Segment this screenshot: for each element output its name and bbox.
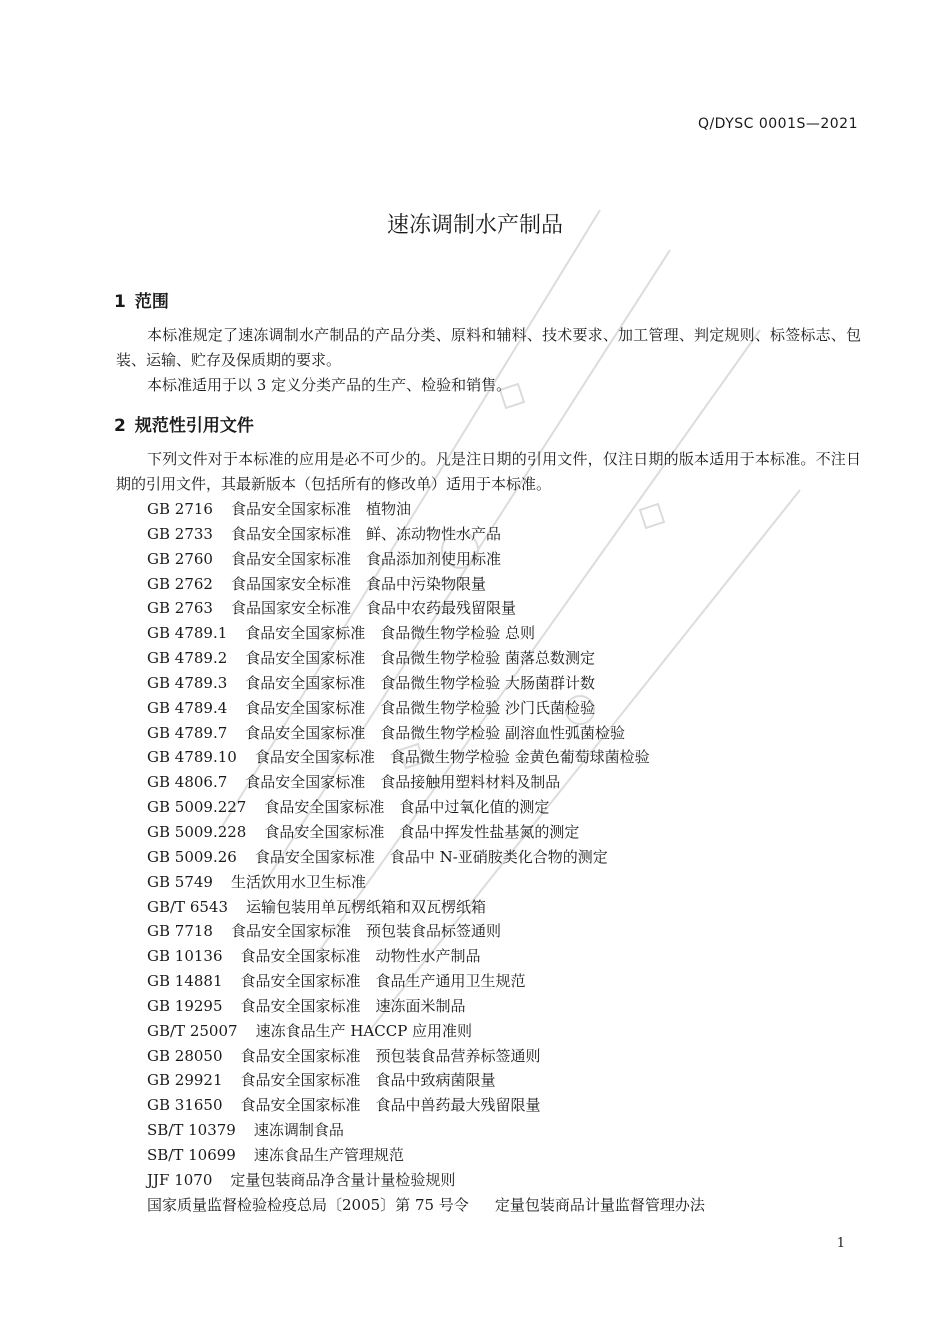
reference-title: 食品安全国家标准 食品微生物学检验 总则 (245, 624, 536, 643)
reference-item (147, 919, 705, 944)
reference-code: GB 4806.7 (147, 773, 228, 792)
reference-code: GB 4789.10 (147, 748, 237, 767)
reference-code: GB 5009.227 (147, 798, 247, 817)
reference-item (147, 845, 705, 870)
reference-title: 定量包装商品计量监督管理办法 (494, 1195, 705, 1214)
reference-item (147, 994, 705, 1019)
reference-title: 食品安全国家标准 食品微生物学检验 沙门氏菌检验 (245, 698, 596, 717)
reference-title: 速冻食品生产 HACCP 应用准则 (255, 1021, 473, 1040)
reference-code: GB 4789.2 (147, 649, 228, 668)
reference-code: GB 5009.228 (147, 822, 247, 841)
reference-title: 食品安全国家标准 食品生产通用卫生规范 (240, 972, 526, 991)
reference-code: GB 2760 (147, 549, 213, 568)
reference-title: 食品安全国家标准 预包装食品营养标签通则 (240, 1046, 541, 1065)
reference-item (147, 671, 705, 696)
reference-title: 食品安全国家标准 食品中过氧化值的测定 (264, 798, 550, 817)
reference-title: 食品安全国家标准 鲜、冻动物性水产品 (230, 524, 501, 543)
reference-item (147, 646, 705, 671)
reference-item (147, 1168, 705, 1193)
reference-code: GB 28050 (147, 1046, 223, 1065)
reference-item (147, 895, 705, 920)
reference-item (147, 944, 705, 969)
reference-item (147, 572, 705, 597)
reference-item (147, 497, 705, 522)
reference-code: GB 4789.1 (147, 624, 228, 643)
section-2-number: 2 (114, 416, 126, 436)
reference-title: 食品安全国家标准 食品接触用塑料材料及制品 (245, 773, 561, 792)
reference-code: GB 2733 (147, 524, 213, 543)
reference-title: 食品安全国家标准 食品中挥发性盐基氮的测定 (264, 822, 580, 841)
reference-code: GB 5749 (147, 872, 213, 891)
reference-code: GB 2763 (147, 599, 213, 618)
reference-item (147, 621, 705, 646)
reference-code: SB/T 10699 (147, 1145, 236, 1164)
reference-code: GB 4789.3 (147, 673, 228, 692)
reference-title: 食品国家安全标准 食品中农药最残留限量 (230, 599, 516, 618)
reference-title: 食品安全国家标准 食品添加剂使用标准 (230, 549, 501, 568)
reference-item (147, 1143, 705, 1168)
reference-title: 食品安全国家标准 食品中兽药最大残留限量 (240, 1096, 541, 1115)
reference-code: SB/T 10379 (147, 1121, 236, 1140)
reference-item (147, 870, 705, 895)
section-1-number: 1 (114, 292, 126, 312)
reference-item (147, 1068, 705, 1093)
reference-item (147, 1044, 705, 1069)
reference-title: 食品安全国家标准 食品中致病菌限量 (240, 1071, 496, 1090)
reference-title: 食品安全国家标准 食品微生物学检验 金黄色葡萄球菌检验 (254, 748, 650, 767)
standard-code: Q/DYSC 0001S—2021 (697, 116, 858, 132)
section-1-paragraph-1: 本标准规定了速冻调制水产制品的产品分类、原料和辅料、技术要求、加工管理、判定规则、标签标志、包装、运输、贮存及保质期的要求。 (116, 326, 861, 369)
reference-item (147, 547, 705, 572)
reference-item (147, 770, 705, 795)
reference-title: 食品安全国家标准 食品微生物学检验 副溶血性弧菌检验 (245, 723, 626, 742)
page-number: 1 (836, 1236, 845, 1251)
reference-title: 食品安全国家标准 速冻面米制品 (240, 996, 466, 1015)
reference-code: GB 4789.4 (147, 698, 228, 717)
reference-title: 食品安全国家标准 食品微生物学检验 菌落总数测定 (245, 649, 596, 668)
reference-item (147, 795, 705, 820)
reference-code: 国家质量监督检验检疫总局〔2005〕第 75 号令 (147, 1195, 469, 1214)
reference-title: 速冻食品生产管理规范 (253, 1145, 404, 1164)
reference-item (147, 1118, 705, 1143)
reference-item (147, 1193, 705, 1218)
section-2-heading (114, 411, 254, 436)
reference-list (147, 497, 705, 1217)
reference-code: GB 7718 (147, 922, 213, 941)
reference-code: GB/T 25007 (147, 1021, 238, 1040)
reference-code: JJF 1070 (147, 1170, 213, 1189)
section-1-title: 范围 (134, 292, 169, 312)
reference-title: 食品安全国家标准 植物油 (230, 500, 411, 518)
reference-item (147, 820, 705, 845)
section-2-title: 规范性引用文件 (134, 416, 254, 436)
reference-title: 食品国家安全标准 食品中污染物限量 (230, 574, 486, 593)
reference-code: GB/T 6543 (147, 897, 229, 916)
reference-item (147, 1019, 705, 1044)
reference-title: 定量包装商品净含量计量检验规则 (230, 1170, 456, 1189)
section-1-heading (114, 287, 169, 312)
reference-code: GB 10136 (147, 947, 223, 966)
reference-title: 食品安全国家标准 食品中 N-亚硝胺类化合物的测定 (254, 847, 608, 866)
document-title: 速冻调制水产制品 (386, 213, 563, 238)
reference-title: 运输包装用单瓦楞纸箱和双瓦楞纸箱 (246, 897, 487, 916)
reference-code: GB 4789.7 (147, 723, 228, 742)
reference-code: GB 2716 (147, 500, 213, 518)
section-1-paragraph-2: 本标准适用于以 3 定义分类产品的生产、检验和销售。 (147, 376, 512, 394)
reference-item (147, 745, 705, 770)
reference-item (147, 696, 705, 721)
reference-item (147, 969, 705, 994)
reference-item (147, 721, 705, 746)
reference-title: 生活饮用水卫生标准 (230, 872, 366, 891)
reference-code: GB 2762 (147, 574, 213, 593)
reference-code: GB 14881 (147, 972, 223, 991)
reference-title: 食品安全国家标准 动物性水产制品 (240, 947, 481, 966)
reference-code: GB 19295 (147, 996, 223, 1015)
reference-title: 食品安全国家标准 预包装食品标签通则 (230, 922, 501, 941)
reference-code: GB 31650 (147, 1096, 223, 1115)
reference-title: 速冻调制食品 (253, 1121, 344, 1140)
reference-code: GB 5009.26 (147, 847, 237, 866)
reference-code: GB 29921 (147, 1071, 223, 1090)
reference-item (147, 596, 705, 621)
reference-title: 食品安全国家标准 食品微生物学检验 大肠菌群计数 (245, 673, 596, 692)
reference-item (147, 522, 705, 547)
reference-item (147, 1093, 705, 1118)
section-2-paragraph-1: 下列文件对于本标准的应用是必不可少的。凡是注日期的引用文件，仅注日期的版本适用于本标准。不注日期的引用文件，其最新版本（包括所有的修改单）适用于本标准。 (116, 450, 861, 493)
